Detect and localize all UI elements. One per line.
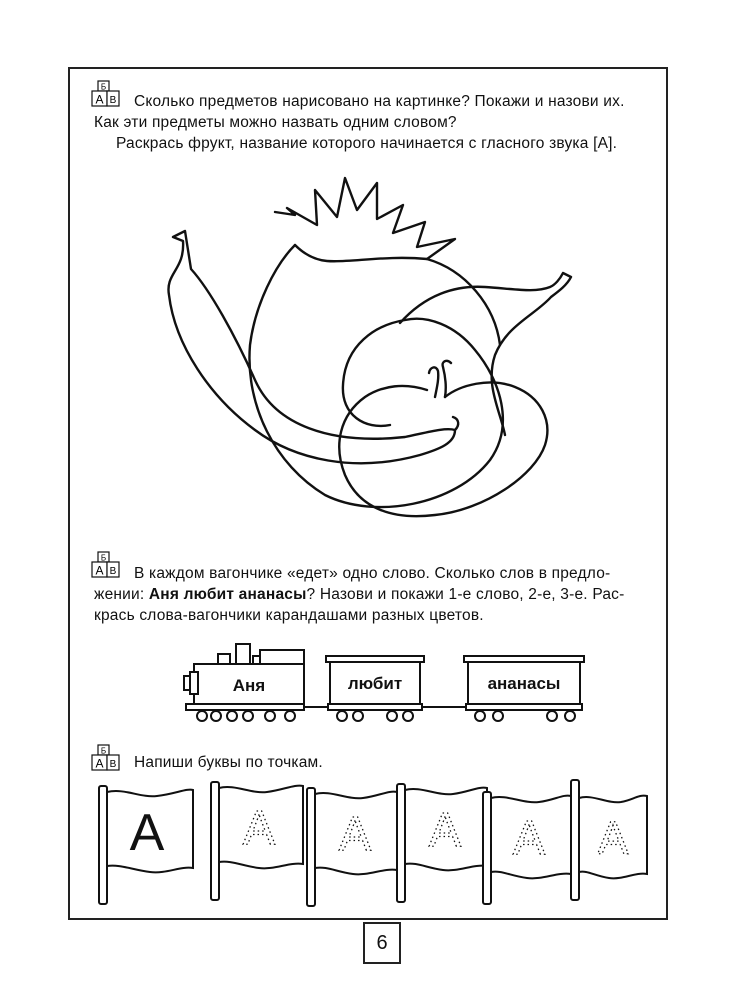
svg-text:А: А (95, 563, 104, 578)
task2-text (94, 563, 666, 626)
pear-outline (400, 273, 571, 435)
svg-text:А: А (95, 756, 104, 771)
svg-text:В: В (109, 566, 117, 577)
letter-flags (95, 778, 655, 908)
flag-sample (99, 786, 193, 904)
flag-trace-2 (307, 788, 397, 906)
traced-letter-1: А (242, 802, 276, 855)
example-sentence: Аня любит ананасы (148, 586, 307, 603)
traced-letter-4: А (512, 812, 546, 865)
wagon-word-1: Аня (232, 676, 266, 695)
overlapping-fruits-illustration (155, 175, 615, 535)
page-number: 6 (363, 922, 401, 964)
wagon-3 (464, 656, 584, 721)
task1-line2: Как эти предметы можно назвать одним словом? (94, 114, 457, 131)
task1-text (94, 91, 666, 154)
traced-letter-3: А (428, 804, 462, 857)
locomotive (184, 644, 304, 721)
word-train (180, 642, 600, 727)
svg-text:Б: Б (100, 82, 107, 92)
traced-letter-2: А (338, 808, 372, 861)
flag-trace-1 (211, 782, 303, 900)
flag-trace-4 (483, 792, 571, 904)
banana-outline (168, 231, 455, 463)
wagon-2 (326, 656, 424, 721)
flag-trace-3 (397, 784, 487, 902)
pineapple-crown (275, 178, 455, 259)
task1-line3: Раскрась фрукт, название которого начинается с гласного звука [А]. (116, 135, 618, 152)
flag-trace-5 (571, 780, 647, 900)
apple-outline (339, 382, 547, 516)
task3-instruction: Напиши буквы по точкам. (134, 754, 323, 771)
svg-text:В: В (109, 759, 117, 770)
traced-letter-5: А (597, 812, 629, 864)
letter-blocks-icon (90, 744, 124, 774)
svg-text:Б: Б (100, 746, 107, 756)
task2-line1: В каждом вагончике «едет» одно слово. Сколько слов в предло- (134, 565, 611, 582)
pineapple-outline (249, 245, 502, 507)
svg-text:Б: Б (100, 553, 107, 563)
wagon-word-2: любит (347, 674, 403, 693)
svg-text:А: А (95, 92, 104, 107)
sample-letter: А (129, 804, 165, 862)
task2-line2: жении: Аня любит ананасы? Назови и покажи 1-е слово, 2-е, 3-е. Рас- (94, 586, 625, 603)
svg-text:В: В (109, 95, 117, 106)
wagon-word-3: ананасы (487, 674, 561, 693)
apple-stem (429, 367, 438, 397)
task1-line1: Сколько предметов нарисовано на картинке? Покажи и назови их. (134, 93, 625, 110)
task2-line3: крась слова-вагончики карандашами разных цветов. (94, 607, 484, 624)
